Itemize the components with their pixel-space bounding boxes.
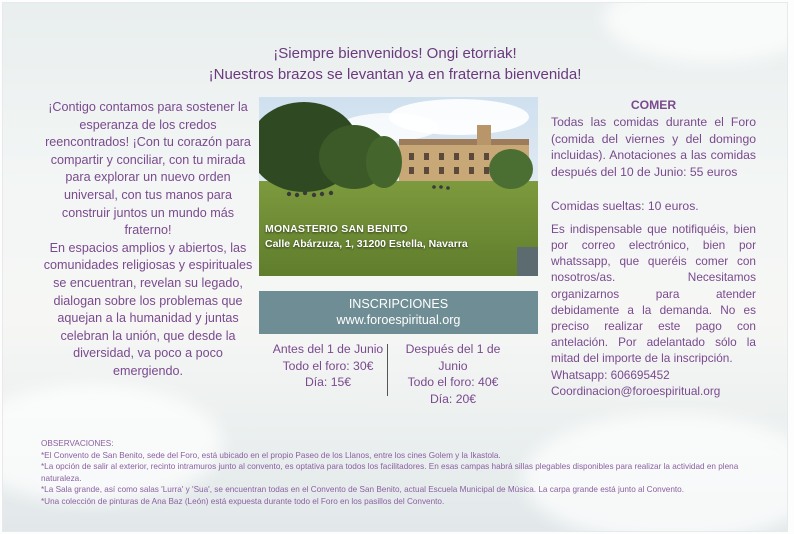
comer-paragraph-2: Comidas sueltas: 10 euros.: [551, 198, 699, 213]
photo-caption-title: MONASTERIO SAN BENITO: [265, 223, 408, 235]
price-divider: [387, 344, 388, 396]
comer-email[interactable]: Coordinacion@foroespiritual.org: [551, 383, 721, 398]
intro-paragraph-2: En espacios amplios y abiertos, las comunidades religiosas y espirituales se encuentran, revelan su legado, dialogan sobre los problemas que aquejan a la humanidad y juntas celebran la unión, que desde la diversidad, va poco a poco emergiendo.: [43, 240, 253, 378]
comer-whatsapp: Whatsapp: 606695452: [551, 367, 670, 382]
comer-title: COMER: [630, 98, 677, 112]
observaciones-item: *El Convento de San Benito, sede del Foro, está ubicado en el propio Paseo de los Llanos, entre los cines Golem y la Ikastola.: [41, 450, 501, 460]
photo-caption-address: Calle Abárzuza, 1, 31200 Estella, Navarra: [265, 238, 468, 250]
comer-section: [551, 97, 756, 399]
price-before-label: Antes del 1 de Junio: [272, 342, 384, 356]
headline-2: ¡Nuestros brazos se levantan ya en fraterna bienvenida!: [208, 66, 582, 83]
price-after: [393, 341, 513, 407]
price-after-day: Día: 20€: [429, 391, 477, 406]
observaciones-item: *La opción de salir al exterior, recinto intramuros junto al convento, es optativa para todos los facilitadores. En esas campas habrá sillas plegables disponibles para realizar la actividad en plena naturaleza.: [41, 462, 739, 483]
observaciones-item: *Una colección de pinturas de Ana Baz (León) está expuesta durante todo el Foro en los pasillos del Convento.: [41, 496, 445, 506]
flyer-card: [2, 2, 788, 532]
price-before-day: Día: 15€: [304, 375, 352, 389]
inscripciones-title: INSCRIPCIONES: [348, 297, 449, 311]
observaciones-title: OBSERVACIONES:: [41, 439, 114, 448]
intro-paragraph-1: ¡Contigo contamos para sostener la esperanza de los credos reencontrados! ¡Con tu corazón para compartir y conciliar, con tu mirada para explorar un nuevo orden universal, con tus manos para construir juntos un mundo más fraterno!: [45, 100, 251, 238]
price-after-label: Después del 1 de Junio: [405, 342, 501, 373]
price-before-full: Todo el foro: 30€: [282, 358, 374, 373]
headline-1: ¡Siempre bienvenidos! Ongi etorriak!: [273, 45, 517, 62]
intro-text: [43, 99, 253, 381]
comer-paragraph-3: Es indispensable que notifiquéis, bien por correo electrónico, bien por whatssapp, que queréis comer con nosotros/as. Necesitamos organizarnos para atender debidamente a la demanda. No es preciso realizar este pago con antelación. Por adelantado sólo la mitad del importe de la inscripción.: [551, 221, 756, 366]
price-after-full: Todo el foro: 40€: [407, 375, 499, 389]
monastery-photo: [259, 97, 538, 276]
inscripciones-url[interactable]: www.foroespiritual.org: [336, 313, 461, 327]
price-before: [268, 341, 388, 391]
comer-paragraph-1: Todas las comidas durante el Foro (comida del viernes y del domingo incluidas). Anotaciones a las comidas después del 10 de Junio: 55 euros: [551, 114, 756, 180]
observaciones: [41, 438, 771, 508]
inscripciones-banner: [259, 291, 538, 334]
observaciones-item: *La Sala grande, así como salas 'Lurra' y 'Sua', se encuentran todas en el Convento de San Benito, actual Escuela Municipal de Música. La carpa grande está junto al Convento.: [41, 485, 684, 495]
